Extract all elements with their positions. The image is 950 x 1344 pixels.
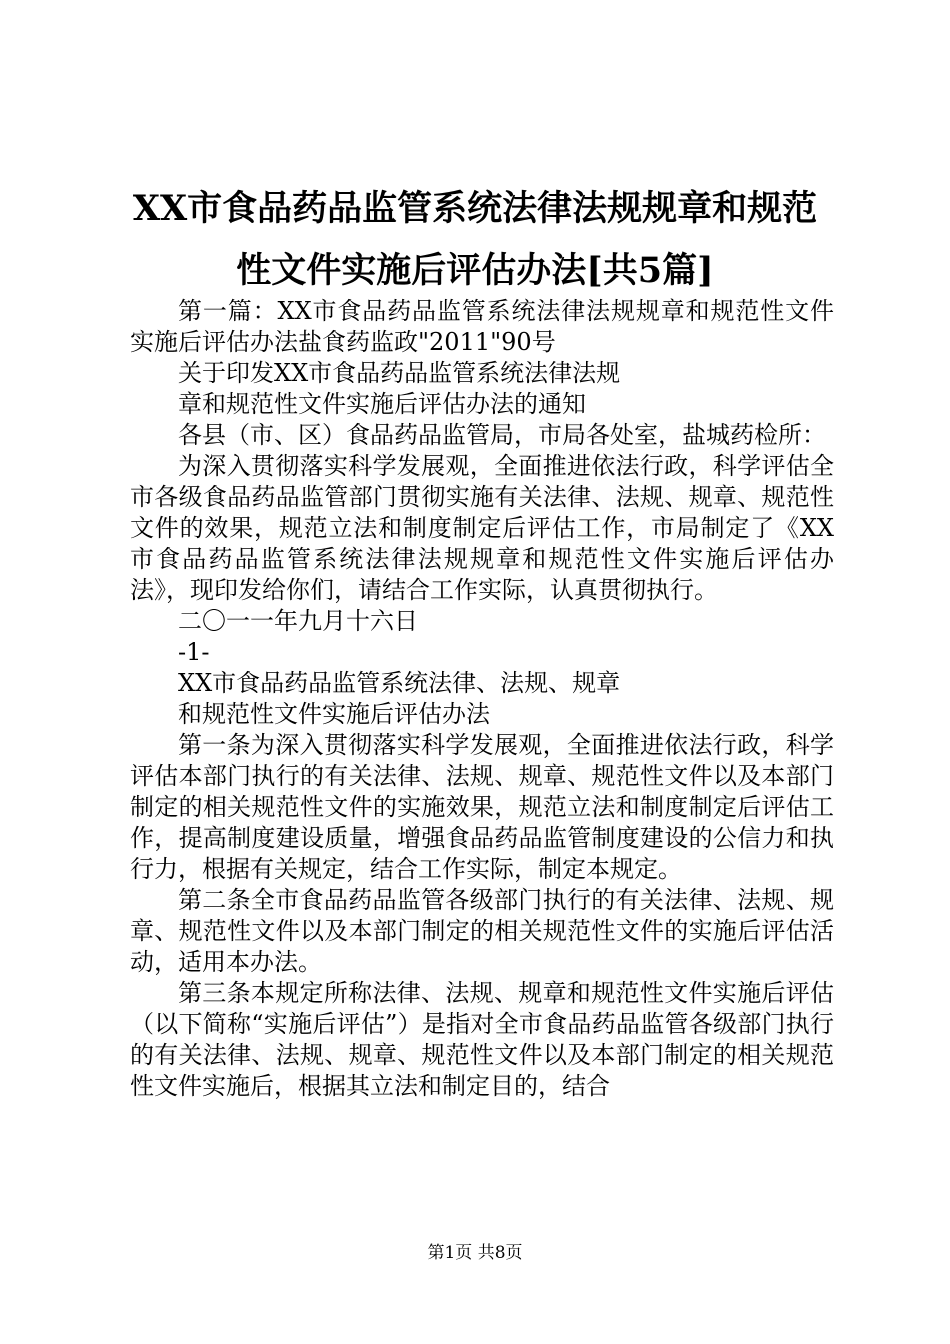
paragraph-notice-title-1: 关于印发XX市食品药品监管系统法律法规 <box>178 359 621 387</box>
paragraph-article-2: 第二条全市食品药品监管各级部门执行的有关法律、法规、规章、规范性文件以及本部门制定的相关规范性文件的实施后评估活动，适用本办法。 <box>130 886 834 976</box>
paragraph-recipients: 各县（市、区）食品药品监管局，市局各处室，盐城药检所： <box>178 421 826 449</box>
paragraph-date: 二〇一一年九月十六日 <box>178 607 418 635</box>
paragraph-measures-title-1: XX市食品药品监管系统法律、法规、规章 <box>178 669 621 697</box>
paragraph-notice-body: 为深入贯彻落实科学发展观，全面推进依法行政，科学评估全市各级食品药品监管部门贯彻实施有关法律、法规、规章、规范性文件的效果，规范立法和制度制定后评估工作，市局制定了《XX市食品药品监管系统法律法规规章和规范性文件实施后评估办法》，现印发给你们，请结合工作实际，认真贯彻执行。 <box>130 452 834 604</box>
paragraph-article-3: 第三条本规定所称法律、法规、规章和规范性文件实施后评估（以下简称“实施后评估”）是指对全市食品药品监管各级部门执行的有关法律、法规、规章、规范性文件以及本部门制定的相关规范性文件实施后，根据其立法和制定目的，结合 <box>130 979 834 1100</box>
paragraph-heading-first-part: 第一篇：XX市食品药品监管系统法律法规规章和规范性文件实施后评估办法盐食药监政"2011"90号 <box>130 297 834 356</box>
document-title-line-2: 性文件实施后评估办法[共5篇] <box>236 250 714 291</box>
paragraph-notice-title-2: 章和规范性文件实施后评估办法的通知 <box>178 390 586 418</box>
paragraph-article-1: 第一条为深入贯彻落实科学发展观，全面推进依法行政，科学评估本部门执行的有关法律、法规、规章、规范性文件以及本部门制定的相关规范性文件的实施效果，规范立法和制度制定后评估工作，提高制度建设质量，增强食品药品监管制度建设的公信力和执行力，根据有关规定，结合工作实际，制定本规定。 <box>130 731 834 883</box>
document-title-line-1: XX市食品药品监管系统法律法规规章和规范 <box>132 188 818 229</box>
document-body <box>130 296 834 1102</box>
paragraph-page-marker: -1- <box>178 638 210 666</box>
page-footer: 第1页 共8页 <box>427 1243 523 1263</box>
paragraph-measures-title-2: 和规范性文件实施后评估办法 <box>178 700 490 728</box>
